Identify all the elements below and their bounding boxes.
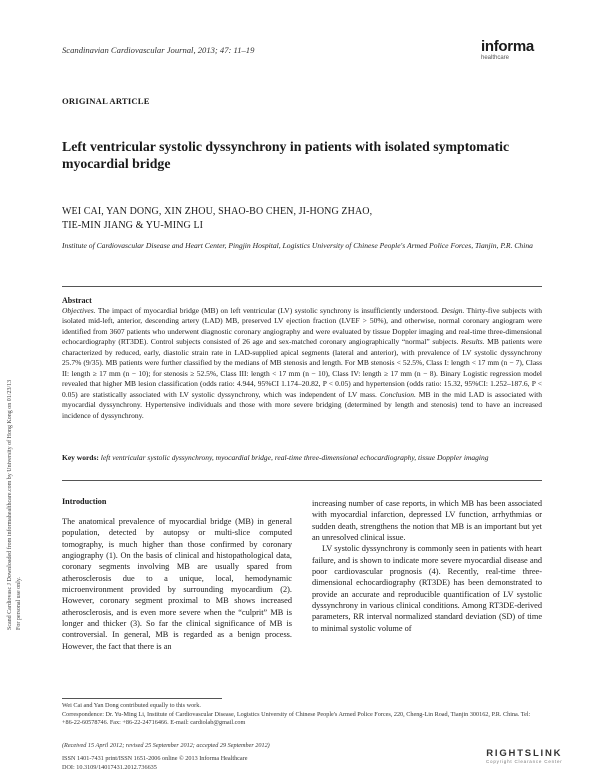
abstract-heading: Abstract	[62, 296, 92, 305]
keywords-value: left ventricular systolic dyssynchrony, myocardial bridge, real-time three-dimensional echocardiography, tissue Doppler imaging	[98, 453, 489, 462]
issn-doi	[62, 755, 248, 772]
results-text: MB patients were characterized by reduced, early, diastolic strain rate in LAD-supplied apical segments (lateral and anterior), with prevalence of LV systolic dyssynchrony 25.7% (9/35). MB patients were further classified by the medians of MB stenosis and length. For MB stenosis < 52.5%, Class I: length < 17 mm (n − 7), Class II: length ≥ 17 mm (n − 10); for stenosis ≥ 52.5%, Class III: length < 17 mm (n − 10), Class IV: length ≥ 17 mm (n − 8). Binary Logistic regression model revealed that higher MB lesion classification (odds ratio: 4.944, 95%CI 1.174–20.82, P < 0.05) and hypertension (odds ratio: 15.32, 95%CI: 1.252–187.6, P < 0.05) are statistically associated with LV systolic dyssynchrony, which was independent of LV mass.	[62, 337, 542, 399]
footnote-rule	[62, 698, 222, 699]
design-text: Thirty-five subjects with isolated mid-left, anterior, descending artery (LAD) MB, preserved LV ejection fraction (LVEF > 50%), and otherwise, normal coronary angiogram were identified from 3607 patients who underwent diagnostic coronary angiography and were evaluated by tissue Doppler imaging and real-time three-dimensional echocardiography (RT3DE). Control subjects consisted of 26 age and sex-matched coronary angiographically “normal” subjects.	[62, 306, 543, 347]
rightslink-logo[interactable]	[486, 748, 563, 764]
contribution-note: Wei Cai and Yan Dong contributed equally to this work.	[62, 702, 201, 709]
conclusion-text: MB in the mid LAD is associated with myocardial dyssynchrony. Hypertensive individuals and those with more severe bridging (determined by length and stenosis) tend to have an increased incidence of dyssynchrony.	[62, 389, 543, 420]
side-note-line-2: For personal use only.	[16, 577, 22, 630]
objectives-label: Objectives.	[62, 306, 96, 315]
author-list	[62, 205, 522, 233]
author-affiliation: Institute of Cardiovascular Disease and Heart Center, Pingjin Hospital, Logistics University of Chinese People's Armed Police Forces, Tianjin, P.R. China	[62, 241, 533, 250]
author-line-2: TIE-MIN JIANG & YU-MING LI	[62, 220, 204, 231]
objectives-text: The impact of myocardial bridge (MB) on left ventricular (LV) systolic synchrony is insufficiently understood.	[95, 306, 442, 315]
intro-paragraph: LV systolic dyssynchrony is commonly seen in patients with heart failure, and is shown to indicate more severe myocardial disease and poor cardiovascular prognosis (4). Recently, real-time three-dimensional echocardiography (RT3DE) has been demonstrated to provide an accurate and reproducible quantification of LV systolic dyssynchrony in various clinical conditions. Among RT3DE-derived parameters, RR interval normalized standard deviation (SD) of time to minimal systolic volume of	[312, 544, 542, 633]
rightslink-logo-subtext: Copyright Clearance Center	[486, 759, 563, 764]
journal-citation: Scandinavian Cardiovascular Journal, 2013; 47: 11–19	[62, 45, 255, 55]
keywords	[62, 453, 542, 464]
download-side-note	[6, 220, 22, 630]
doi-line: DOI: 10.3109/14017431.2012.736635	[62, 763, 157, 771]
abstract-body	[62, 306, 542, 421]
intro-column-right	[312, 498, 542, 634]
publisher-logo-text: informa	[481, 38, 534, 55]
intro-paragraph: The anatomical prevalence of myocardial bridge (MB) in general population, detected by autopsy or multi-slice computed tomography, is much higher than those confirmed by coronary angiography (1). On the basis of clinical and histopathological data, coronary segments involving MB are usually spared from atherosclerosis due to a unique, local, hemodynamic microenvironment provided by surrounding myocardium (2). However, coronary segment proximal to MB shows increased atherosclerosis, and is even more severe when the “culprit” MB is longer and thicker (3). So far the clinical significance of MB is controversial. In general, MB is regarded as a benign process. However, the fact that there is an	[62, 517, 292, 651]
issn-line: ISSN 1401-7431 print/ISSN 1651-2006 online © 2013 Informa Healthcare	[62, 755, 248, 762]
rightslink-logo-text: RIGHTSLINK	[486, 748, 563, 759]
side-note-line-1: Scand Cardiovasc J Downloaded from informahealthcare.com by University of Hong Kong on 01/23/13	[7, 379, 13, 630]
correspondence-note: Correspondence: Dr. Yu-Ming Li, Institute of Cardiovascular Disease, Logistics University of Chinese People's Armed Police Forces, 220, Cheng-Lin Road, Tianjin 300162, P.R. China. Tel: +86-22-60578746. Fax: +86-22-24716466. E-mail: cardiolab@gmail.com	[62, 710, 531, 727]
article-type: ORIGINAL ARTICLE	[62, 96, 150, 106]
results-label: Results.	[461, 337, 485, 347]
received-dates: (Received 15 April 2012; revised 25 September 2012; accepted 29 September 2012)	[62, 742, 270, 749]
intro-paragraph: increasing number of case reports, in which MB has been associated with myocardial infarction, depressed LV function, arrhythmias or sudden death, strengthens the notion that MB is an important but yet an unresolved clinical issue.	[312, 499, 542, 543]
intro-column-left	[62, 516, 292, 652]
keywords-label: Key words:	[62, 453, 99, 462]
author-line-1: WEI CAI, YAN DONG, XIN ZHOU, SHAO-BO CHEN, JI-HONG ZHAO,	[62, 206, 373, 217]
design-label: Design.	[441, 306, 465, 315]
introduction-heading: Introduction	[62, 497, 107, 506]
footnotes	[62, 702, 542, 728]
publisher-logo-subtext: healthcare	[481, 55, 510, 61]
abstract-bottom-rule	[62, 480, 542, 481]
publisher-logo	[481, 39, 534, 61]
article-title: Left ventricular systolic dyssynchrony in patients with isolated symptomatic myocardial bridge	[62, 139, 510, 171]
conclusion-label: Conclusion.	[379, 389, 416, 399]
abstract-top-rule	[62, 286, 542, 287]
